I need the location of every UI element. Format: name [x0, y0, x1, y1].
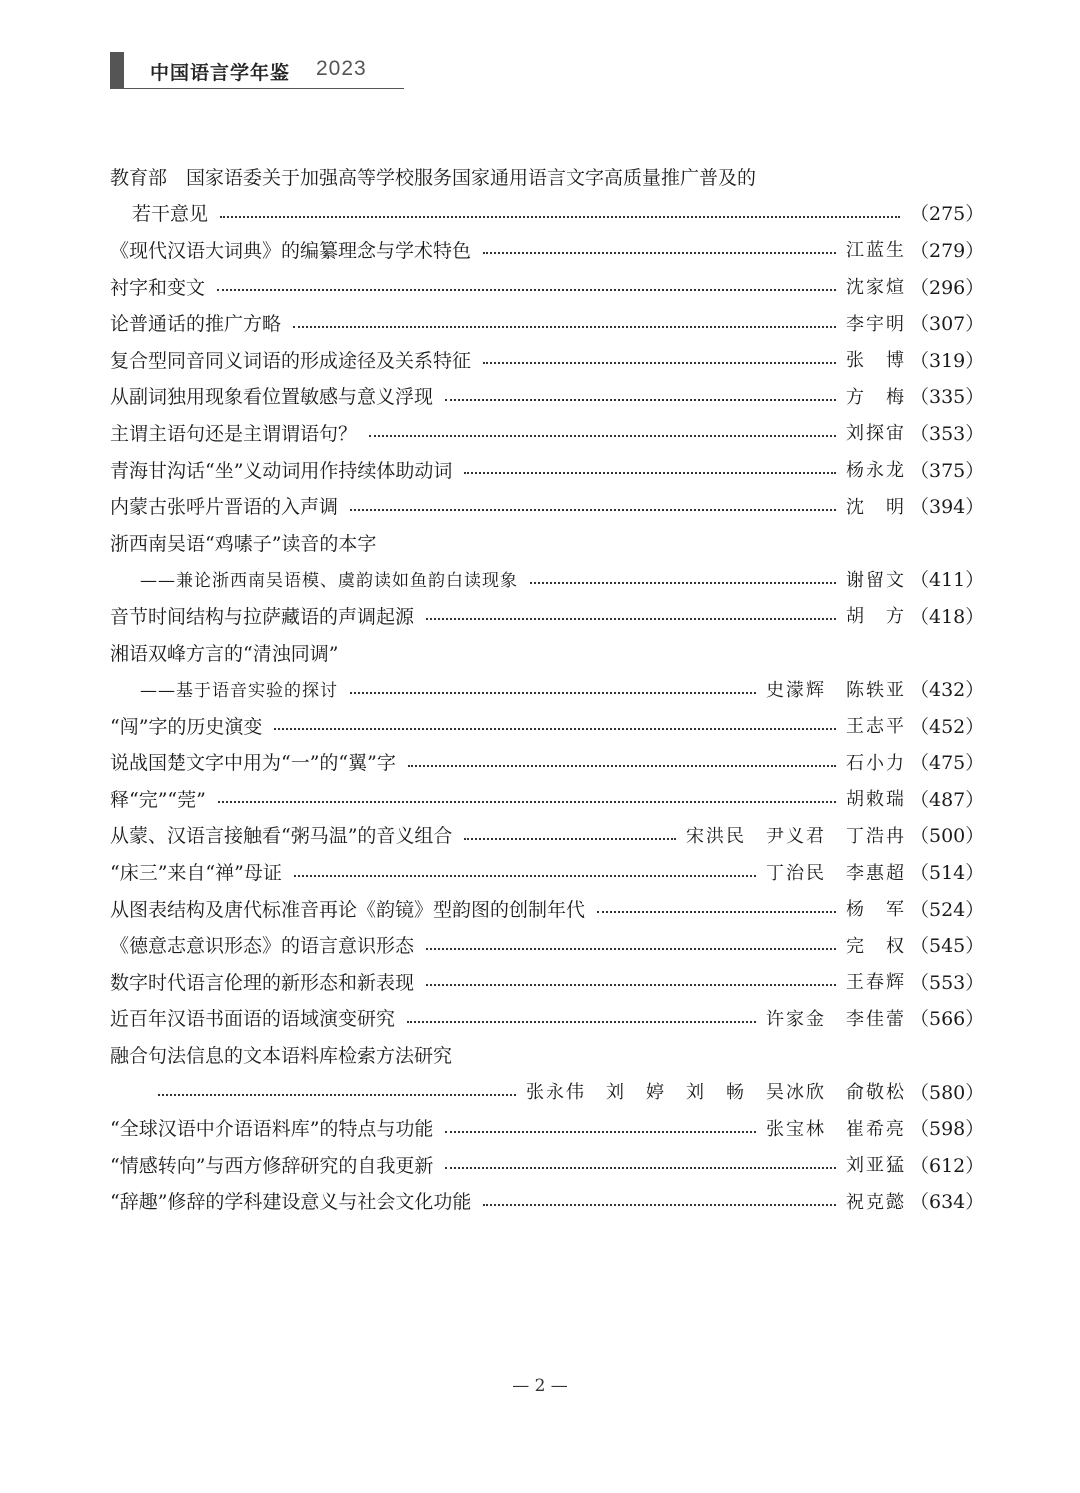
toc-entry-title: 从蒙、汉语言接触看“粥马温”的音义组合 [110, 825, 453, 848]
toc-entry-page: （275） [910, 203, 985, 226]
toc-entry-page: （566） [910, 1008, 985, 1031]
toc-entry [110, 926, 985, 963]
toc-entry-title: 从图表结构及唐代标准音再论《韵镜》型韵图的创制年代 [110, 898, 586, 921]
toc-entry [110, 1109, 985, 1146]
toc-entry-author: 祝克懿 [846, 1191, 906, 1213]
toc-entry-title: 论普通话的推广方略 [110, 313, 282, 336]
toc-entry-title: 主谓主语句还是主谓谓语句？ [110, 422, 358, 445]
dot-leader [293, 326, 836, 328]
toc-entry-title: “闯”字的历史演变 [110, 715, 263, 738]
header-bar [110, 52, 124, 88]
dot-leader [483, 362, 836, 364]
dot-leader [158, 1094, 516, 1096]
toc-entry-page: （553） [910, 971, 985, 994]
toc-entry [110, 597, 985, 634]
header-year: 2023 [316, 57, 367, 80]
dot-leader [274, 728, 836, 730]
dot-leader [408, 765, 836, 767]
toc-entry-title: 数字时代语言伦理的新形态和新表现 [110, 971, 415, 994]
toc-entry [110, 231, 985, 268]
toc-entry-author: 许家金 李佳蕾 [766, 1008, 906, 1030]
toc-entry-title: 衬字和变文 [110, 276, 206, 299]
toc-entry-author: 杨 军 [846, 899, 906, 921]
toc-entry-title: 《德意志意识形态》的语言意识形态 [110, 935, 415, 958]
toc-entry [110, 670, 985, 707]
toc-entry [110, 561, 985, 598]
toc-entry-author: 王春辉 [846, 972, 906, 994]
toc-entry-title: 浙西南吴语“鸡嗉子”读音的本字 [110, 532, 377, 555]
toc-entry-page: （524） [910, 898, 985, 921]
dot-leader [530, 582, 836, 584]
dot-leader [445, 399, 836, 401]
dot-leader [407, 1021, 756, 1023]
toc-entry-page: （296） [910, 276, 985, 299]
table-of-contents [110, 158, 985, 1219]
toc-entry-title: 青海甘沟话“坐”义动词用作持续体助动词 [110, 459, 453, 482]
toc-entry-page: （545） [910, 935, 985, 958]
toc-entry [110, 1183, 985, 1220]
dot-leader [294, 875, 756, 877]
toc-entry [110, 341, 985, 378]
toc-entry-author: 沈 明 [846, 496, 906, 518]
dot-leader [217, 289, 836, 291]
toc-entry-title: 说战国楚文字中用为“一”的“翼”字 [110, 752, 396, 775]
toc-entry-author: 沈家煊 [846, 277, 906, 299]
toc-entry-title: 教育部 国家语委关于加强高等学校服务国家通用语言文字高质量推广普及的 [110, 166, 757, 189]
toc-entry-title: 《现代汉语大词典》的编纂理念与学术特色 [110, 239, 472, 262]
dot-leader [426, 984, 836, 986]
toc-entry-author: 宋洪民 尹义君 丁浩冉 [686, 825, 906, 847]
toc-entry [110, 817, 985, 854]
toc-entry-title: 从副词独用现象看位置敏感与意义浮现 [110, 386, 434, 409]
dot-leader [483, 252, 836, 254]
toc-entry-page: （500） [910, 825, 985, 848]
toc-entry-title: “情感转向”与西方修辞研究的自我更新 [110, 1154, 434, 1177]
dot-leader [426, 948, 836, 950]
toc-entry-title: 音节时间结构与拉萨藏语的声调起源 [110, 605, 415, 628]
toc-entry [110, 780, 985, 817]
toc-entry-title: 内蒙古张呼片晋语的入声调 [110, 496, 339, 519]
toc-entry-author: 谢留文 [846, 569, 906, 591]
toc-entry [110, 634, 968, 671]
toc-entry [110, 1073, 985, 1110]
toc-entry-page: （279） [910, 239, 985, 262]
dot-leader [369, 435, 836, 437]
toc-entry [110, 524, 968, 561]
toc-entry-author: 张 博 [846, 350, 906, 372]
dot-leader [350, 509, 836, 511]
toc-entry-page: （335） [910, 386, 985, 409]
toc-entry [110, 744, 985, 781]
toc-entry-title: 复合型同音同义词语的形成途径及关系特征 [110, 349, 472, 372]
dot-leader [426, 618, 836, 620]
dot-leader [445, 1131, 756, 1133]
toc-entry-page: （394） [910, 496, 985, 519]
toc-entry-page: （452） [910, 715, 985, 738]
toc-entry-author: 丁治民 李惠超 [766, 862, 906, 884]
toc-entry [110, 451, 985, 488]
toc-entry-page: （411） [910, 569, 985, 592]
toc-entry-author: 张宝林 崔希亮 [766, 1118, 906, 1140]
toc-entry-author: 刘探宙 [846, 423, 906, 445]
toc-entry-page: （418） [910, 605, 985, 628]
toc-entry [110, 158, 968, 195]
toc-entry [110, 268, 985, 305]
toc-entry-page: （514） [910, 862, 985, 885]
toc-entry-page: （634） [910, 1191, 985, 1214]
toc-entry-page: （307） [910, 313, 985, 336]
toc-entry-page: （612） [910, 1154, 985, 1177]
toc-entry-page: （353） [910, 422, 985, 445]
dot-leader [597, 911, 836, 913]
running-header [110, 52, 404, 89]
toc-entry-author: 杨永龙 [846, 460, 906, 482]
dot-leader [218, 801, 836, 803]
toc-entry-subtitle: ——基于语音实验的探讨 [140, 681, 338, 702]
toc-entry [110, 1036, 968, 1073]
toc-entry-author: 石小力 [846, 752, 906, 774]
toc-entry [110, 853, 985, 890]
toc-entry-title: “床三”来自“禅”母证 [110, 862, 282, 885]
dot-leader [445, 1167, 836, 1169]
toc-entry-author: 江蓝生 [846, 240, 906, 262]
toc-entry-author: 李宇明 [846, 313, 906, 335]
dot-leader [464, 838, 676, 840]
dot-leader [464, 472, 836, 474]
toc-entry-title: 释“完”“莞” [110, 788, 206, 811]
toc-entry-page: （475） [910, 752, 985, 775]
toc-entry-author: 张永伟 刘 婷 刘 畅 吴冰欣 俞敬松 [526, 1082, 906, 1104]
toc-entry [110, 304, 985, 341]
toc-entry [110, 963, 985, 1000]
toc-entry-title: 若干意见 [132, 203, 209, 226]
toc-entry-page: （432） [910, 679, 985, 702]
toc-entry-author: 史濛辉 陈轶亚 [766, 679, 906, 701]
toc-entry [110, 378, 985, 415]
toc-entry-author: 胡敕瑞 [846, 789, 906, 811]
dot-leader [350, 692, 756, 694]
toc-entry-title: “辞趣”修辞的学科建设意义与社会文化功能 [110, 1191, 472, 1214]
toc-entry-page: （319） [910, 349, 985, 372]
toc-entry-page: （598） [910, 1118, 985, 1141]
toc-entry-page: （487） [910, 788, 985, 811]
dot-leader [483, 1204, 836, 1206]
toc-entry-title: 湘语双峰方言的“清浊同调” [110, 642, 339, 665]
toc-entry-author: 胡 方 [846, 606, 906, 628]
toc-entry-page: （375） [910, 459, 985, 482]
toc-entry [110, 195, 985, 232]
header-title: 中国语言学年鉴 [150, 62, 291, 84]
toc-entry-author: 方 梅 [846, 386, 906, 408]
toc-entry [110, 1000, 985, 1037]
toc-entry-author: 完 权 [846, 935, 906, 957]
toc-entry [110, 487, 985, 524]
toc-entry-author: 刘亚猛 [846, 1155, 906, 1177]
toc-entry-author: 王志平 [846, 716, 906, 738]
dot-leader [220, 216, 900, 218]
toc-entry-title: “全球汉语中介语语料库”的特点与功能 [110, 1118, 434, 1141]
toc-entry [110, 707, 985, 744]
toc-entry [110, 414, 985, 451]
toc-entry [110, 1146, 985, 1183]
toc-entry-title: 近百年汉语书面语的语域演变研究 [110, 1008, 396, 1031]
toc-entry [110, 890, 985, 927]
toc-entry-subtitle: ——兼论浙西南吴语模、虞韵读如鱼韵白读现象 [140, 571, 518, 592]
toc-entry-title: 融合句法信息的文本语料库检索方法研究 [110, 1045, 453, 1068]
page-number: — 2 — [512, 1376, 568, 1396]
toc-entry-page: （580） [910, 1081, 985, 1104]
